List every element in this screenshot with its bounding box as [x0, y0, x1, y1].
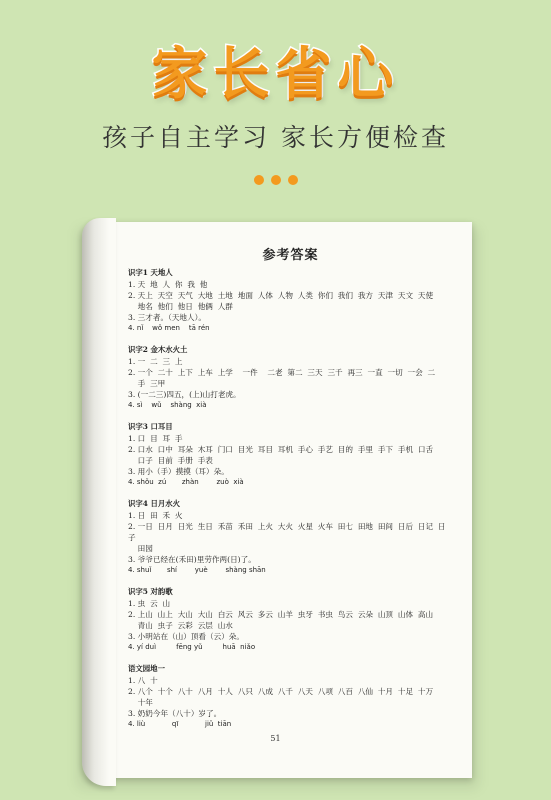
section-heading: 识字4 日月水火 — [128, 499, 181, 508]
answer-line: 1. 日 田 禾 火 — [128, 511, 183, 520]
decorative-dots — [0, 175, 551, 185]
answer-line: 1. 天 地 人 你 我 他 — [128, 280, 208, 289]
answer-line: 4. shuǐ shí yuè shàng shān — [128, 566, 266, 574]
answer-line: 1. 一 二 三 上 — [128, 357, 183, 366]
answer-line: 2. 上山 山上 大山 大山 白云 风云 多云 山羊 虫牙 书虫 鸟云 云朵 山顶 山体 高山 青山 虫子 云彩 云层 山水 — [128, 610, 434, 630]
hero-title: 家长省心 — [151, 42, 400, 107]
hero-subtitle: 孩子自主学习 家长方便检查 — [102, 123, 449, 152]
answer-section — [128, 586, 453, 653]
answer-line: 3. 用小（手）摸摸（耳）朵。 — [128, 467, 229, 476]
answer-line: 3. 爷爷已经在(禾田)里劳作两(日)了。 — [128, 555, 256, 564]
answer-line: 2. 一个 二十 上下 上车 上学 一件 二老 第二 三天 三千 再三 一直 一切 一会 二 手 三甲 — [128, 368, 436, 388]
answer-line: 4. shǒu zú zhàn zuò xià — [128, 478, 244, 486]
answer-line: 1. 八 十 — [128, 676, 158, 685]
answer-line: 2. 天上 天空 天气 大地 土地 地面 人体 人物 人类 你们 我们 我方 天津 天文 天使 地名 他们 他日 他俩 人群 — [128, 291, 434, 311]
answer-line: 3. 小明站在（山）顶看（云）朵。 — [128, 632, 244, 641]
answer-line: 2. 一日 日月 日光 生日 禾苗 禾田 上火 大火 火星 火车 田七 田地 田间 日后 日记 日子 田园 — [128, 522, 446, 553]
answer-section — [128, 663, 453, 730]
page-curl — [82, 218, 116, 786]
answer-line: 4. sì wǔ shàng xià — [128, 401, 207, 409]
section-heading: 识字5 对韵歌 — [128, 587, 173, 596]
answer-line: 4. yí duì fēng yǔ huā niǎo — [128, 643, 256, 651]
answer-line: 1. 虫 云 山 — [128, 599, 171, 608]
section-heading: 识字2 金木水火土 — [128, 345, 188, 354]
answer-line: 3. (一二三)四五，(上)山打老虎。 — [128, 390, 241, 399]
answer-section — [128, 421, 453, 488]
section-heading: 识字3 口耳目 — [128, 422, 173, 431]
answer-line: 4. liù qī jiǔ tiān — [128, 720, 232, 728]
answer-section — [128, 344, 453, 411]
answer-section — [128, 498, 453, 576]
answer-line: 2. 八个 十个 八十 八月 十人 八只 八成 八千 八天 八项 八百 八仙 十月 十足 十万 十年 — [128, 687, 434, 707]
answer-content — [128, 250, 453, 740]
answer-line: 4. nǐ wǒ men tā rén — [128, 324, 210, 332]
answer-section — [128, 267, 453, 334]
answer-sections — [128, 267, 453, 730]
page-title: 参考答案 — [262, 248, 319, 263]
section-heading: 语文园地一 — [128, 664, 165, 673]
dot-icon — [288, 175, 298, 185]
dot-icon — [254, 175, 264, 185]
answer-line: 3. 奶奶今年（八十）岁了。 — [128, 709, 222, 718]
dot-icon — [271, 175, 281, 185]
section-heading: 识字1 天地人 — [128, 268, 173, 277]
answer-line: 3. 三才者。（天地人）。 — [128, 313, 206, 322]
answer-line: 2. 口水 口中 耳朵 木耳 门口 目光 耳目 耳机 手心 手艺 目的 手里 手下 手机 口舌 口子 目前 手册 手表 — [128, 445, 434, 465]
answer-line: 1. 口 目 耳 手 — [128, 434, 183, 443]
page-number: 51 — [270, 734, 281, 743]
